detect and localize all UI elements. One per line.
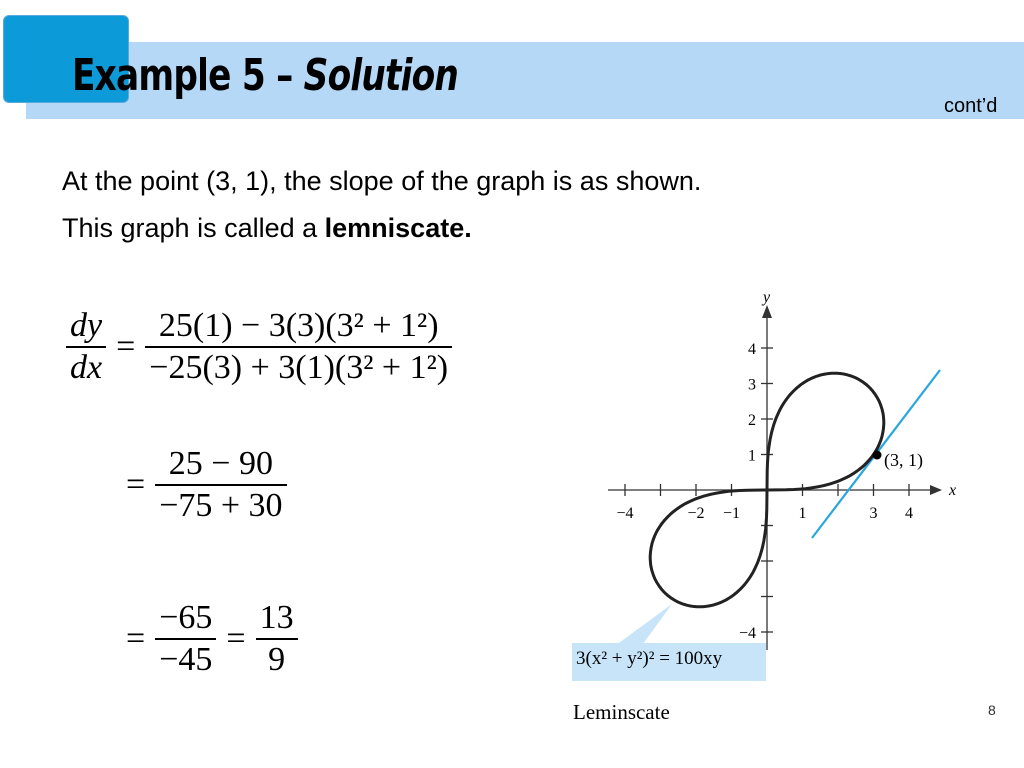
step1-fraction [145, 306, 452, 388]
step3-numerator: −65 [155, 598, 216, 640]
contd-label: cont’d [944, 95, 998, 117]
result-numerator: 13 [256, 598, 298, 640]
x-tick-label: 4 [905, 505, 913, 522]
body-line-1: At the point (3, 1), the slope of the graph is as shown. [62, 166, 702, 196]
y-tick-label: 4 [748, 341, 756, 358]
equals-sign: = [116, 328, 136, 365]
x-axis-label: x [949, 482, 957, 499]
x-tick-label: 3 [869, 505, 878, 522]
lemniscate-term: lemniscate. [324, 213, 472, 243]
point-3-1 [873, 451, 882, 460]
result-fraction [256, 598, 298, 680]
step2-fraction [155, 444, 286, 526]
step3-fraction [155, 598, 216, 680]
y-tick-label: 2 [748, 412, 756, 429]
math-step-2 [116, 444, 287, 526]
step1-denominator: −25(3) + 3(1)(3² + 1²) [149, 349, 449, 386]
math-step-1 [66, 306, 452, 388]
slide-number: 8 [988, 702, 996, 718]
equals-sign: = [226, 620, 246, 657]
x-axis-arrow [930, 485, 942, 495]
y-tick-label: 3 [748, 376, 756, 394]
slide-title [72, 46, 458, 106]
dy-dx-fraction [66, 306, 106, 388]
equals-sign: = [126, 620, 146, 657]
step2-numerator: 25 − 90 [155, 444, 286, 486]
x-tick-label: 1 [798, 505, 807, 522]
body-line-2 [62, 213, 472, 244]
x-tick-label: −2 [687, 505, 705, 522]
step1-numerator: 25(1) − 3(3)(3² + 1²) [145, 306, 452, 348]
title-prefix: Example 5 – [72, 50, 304, 101]
step3-denominator: −45 [159, 641, 213, 678]
step2-denominator: −75 + 30 [159, 487, 283, 524]
body-line-2-text: This graph is called a [62, 213, 325, 243]
x-tick-label: −1 [722, 505, 741, 522]
point-label: (3, 1) [884, 450, 923, 470]
equation-text: 3(x² + y²)² = 100xy [576, 648, 723, 669]
dx-label: dx [70, 349, 103, 386]
y-axis-label: y [763, 289, 771, 306]
equals-sign: = [126, 466, 146, 503]
dy-label: dy [66, 306, 106, 348]
y-tick-label: 1 [748, 447, 756, 465]
figure-caption: Leminscate [573, 700, 670, 724]
x-tick-label: −4 [616, 505, 634, 522]
title-italic: Solution [303, 50, 459, 101]
callout-pointer [612, 604, 672, 648]
y-axis-arrow [762, 305, 772, 318]
math-step-3 [116, 598, 298, 680]
result-denominator: 9 [268, 641, 286, 678]
y-tick-label: −4 [738, 625, 756, 642]
